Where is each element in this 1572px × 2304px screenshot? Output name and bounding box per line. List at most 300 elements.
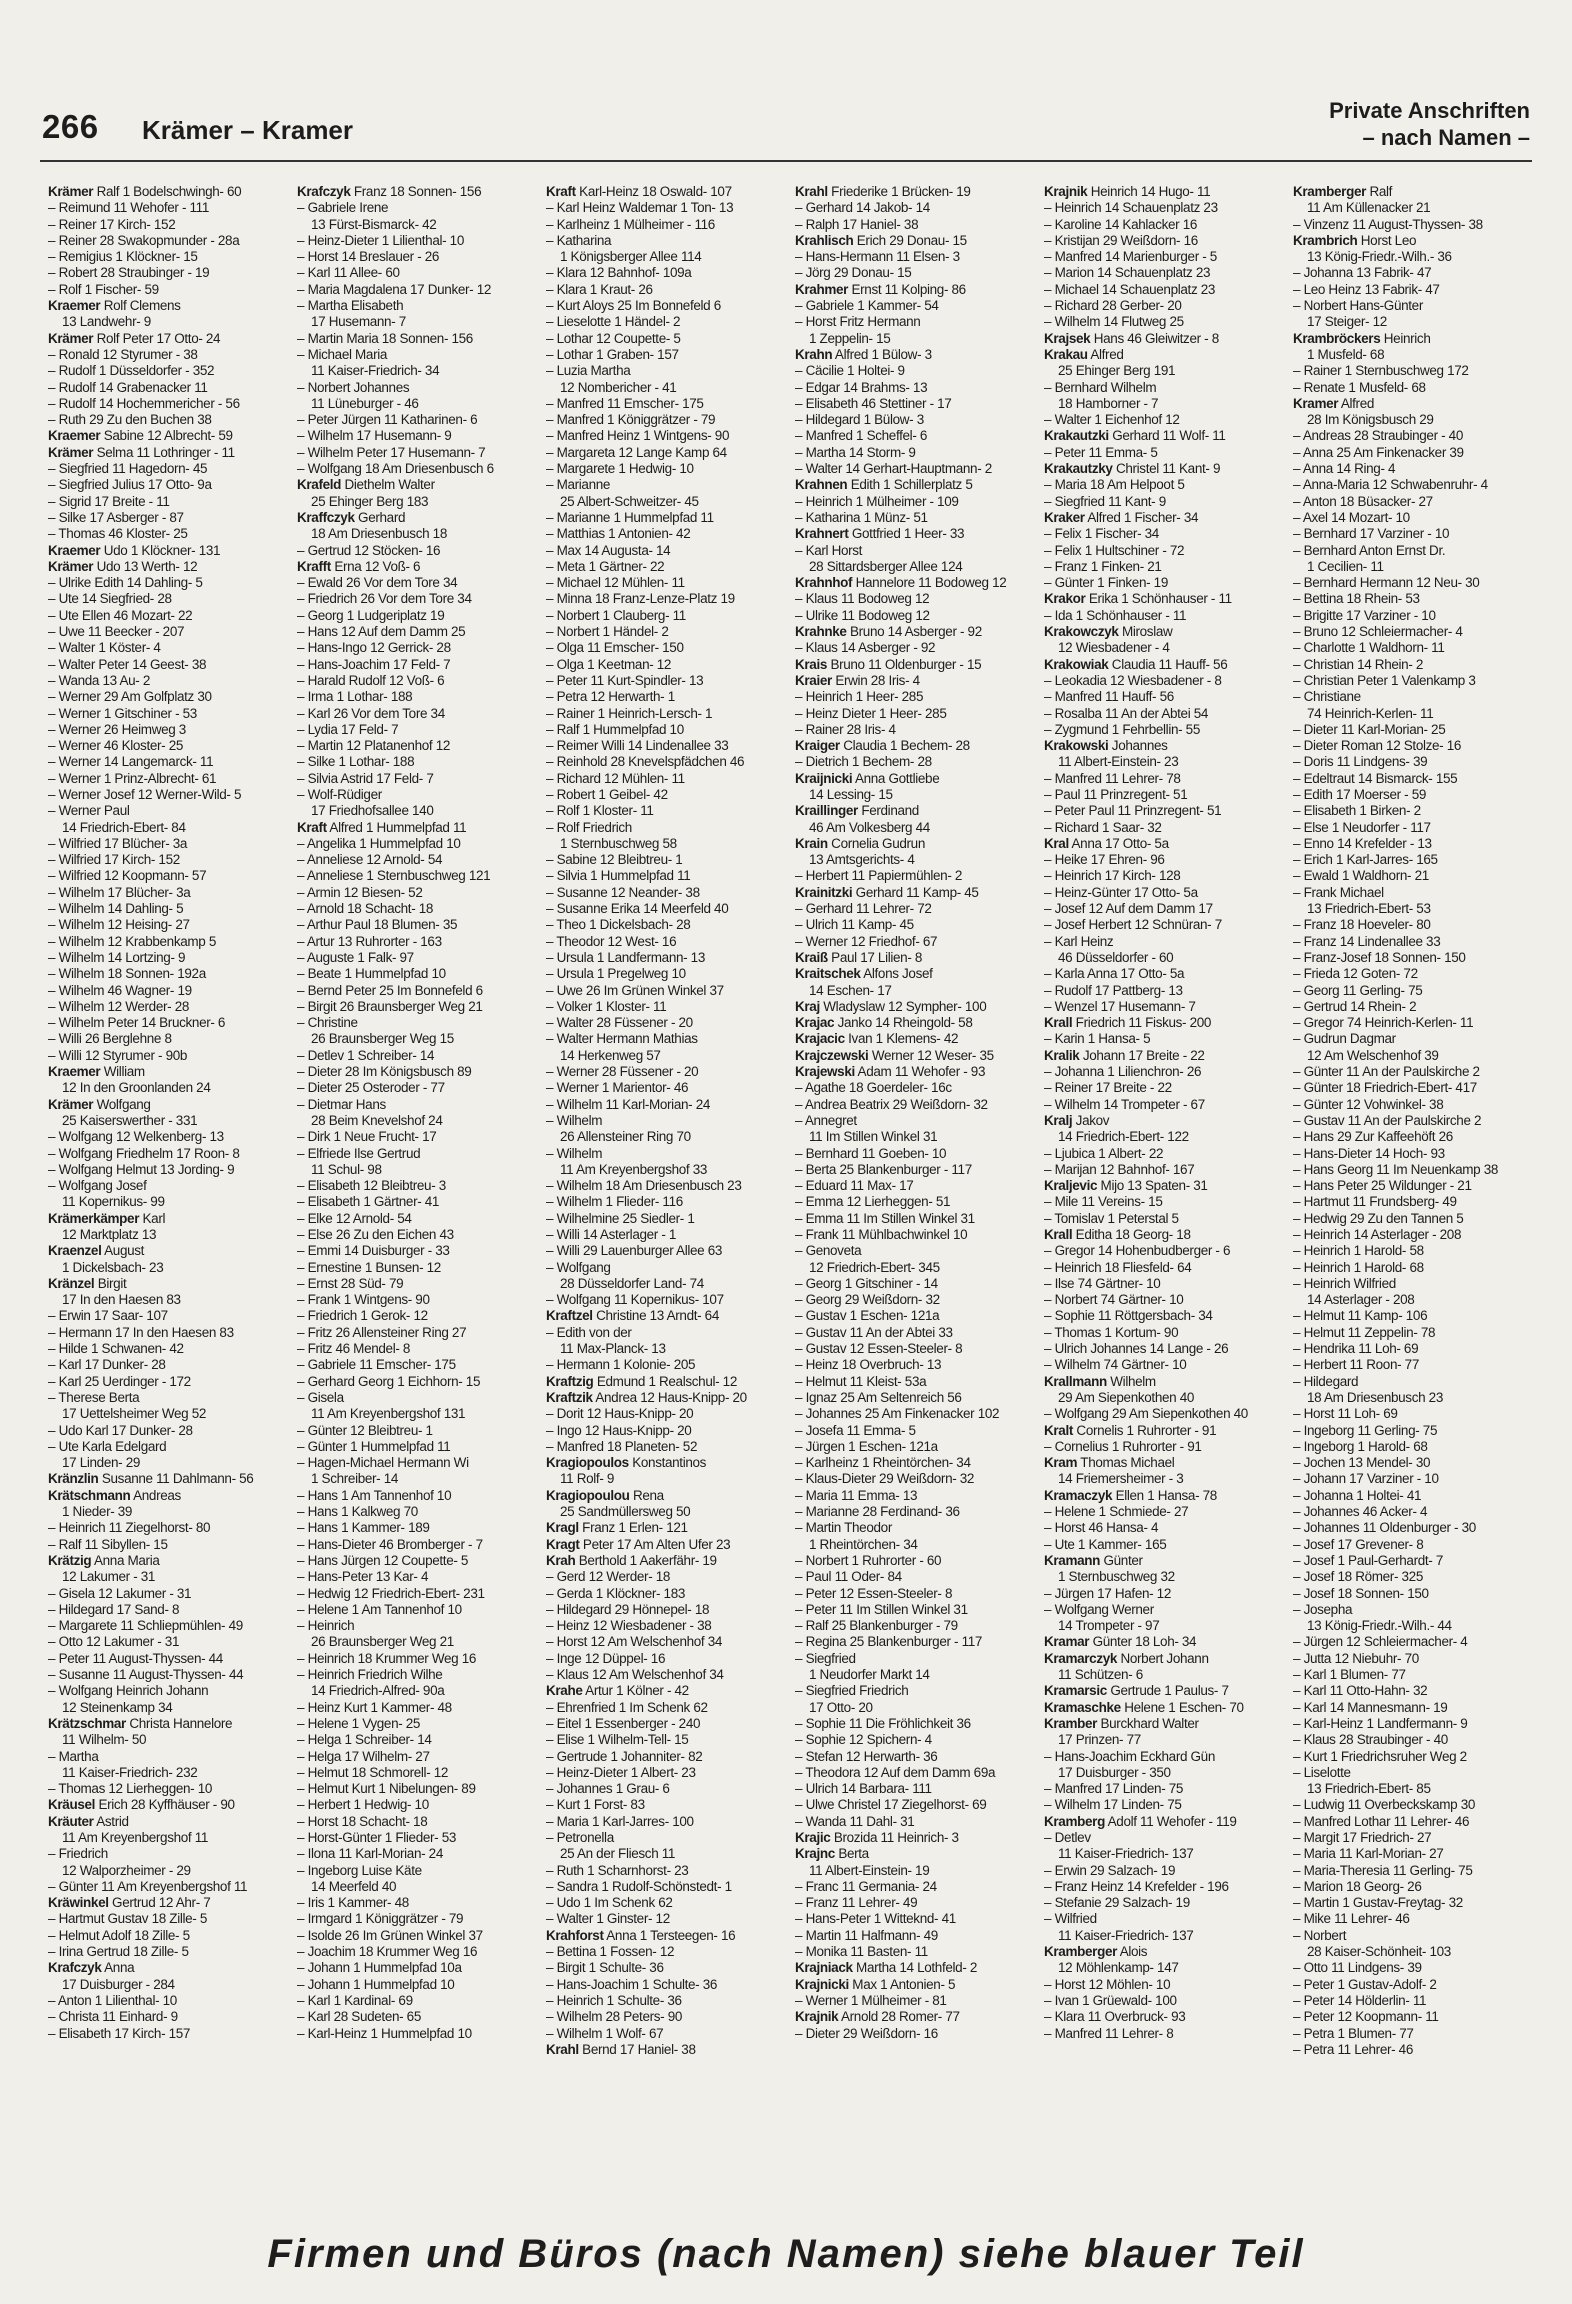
entry-text: 17 Linden- 29 <box>62 1455 141 1471</box>
entry-text: Hans 46 Gleiwitzer - 8 <box>1093 330 1219 346</box>
entry-text: 46 Am Volkesberg 44 <box>809 819 930 835</box>
entry-text: Helmut 11 Kleist- 53a <box>805 1373 927 1389</box>
surname: Krahl <box>795 184 828 199</box>
entry-text: Meta 1 Gärtner- 22 <box>556 558 665 574</box>
entry-text: 28 Düsseldorfer Land- 74 <box>560 1275 704 1291</box>
entry-text: Olga 11 Emscher- 150 <box>556 640 684 656</box>
directory-entry-continuation <box>795 331 1027 347</box>
directory-entry <box>1293 738 1525 754</box>
surname: Krakautzky <box>1044 461 1113 477</box>
entry-text: Werner 1 Marientor- 46 <box>556 1080 689 1096</box>
directory-entry <box>546 1911 778 1927</box>
entry-text: Erwin 29 Salzach- 19 <box>1054 1862 1176 1878</box>
entry-text: Martin Theodor <box>805 1520 892 1536</box>
directory-entry <box>1293 1732 1525 1748</box>
directory-entry <box>546 722 778 738</box>
directory-entry <box>297 608 529 624</box>
directory-entry-head <box>1044 428 1276 444</box>
entry-text: Liselotte <box>1303 1764 1351 1780</box>
entry-text: Marianne <box>556 477 611 493</box>
entry-text: Hans 12 Auf dem Damm 25 <box>307 624 466 640</box>
directory-entry <box>795 1504 1027 1520</box>
directory-entry <box>1293 1634 1525 1650</box>
entry-text: 12 Walporzheimer - 29 <box>62 1862 191 1878</box>
entry-text: Heinz 12 Wiesbadener - 38 <box>556 1618 712 1634</box>
directory-entry <box>1293 445 1525 461</box>
surname: Kraft <box>297 819 327 835</box>
directory-entry <box>48 1308 280 1324</box>
directory-entry-head <box>48 1211 280 1227</box>
directory-entry <box>1293 1243 1525 1259</box>
surname: Kramaschke <box>1044 1699 1121 1715</box>
entry-text: 14 Friedrich-Alfred- 90a <box>311 1683 445 1699</box>
entry-text: Reimund 11 Wehofer - 111 <box>58 200 209 216</box>
directory-entry-head <box>1044 1700 1276 1716</box>
surname: Krajacic <box>795 1031 845 1047</box>
surname: Kramber <box>1044 1715 1098 1731</box>
entry-text: Hans-Dieter 46 Bromberger - 7 <box>307 1536 483 1552</box>
directory-entry <box>48 706 280 722</box>
entry-text: Horst Leo <box>1360 232 1417 248</box>
directory-entry <box>1044 1064 1276 1080</box>
directory-entry-head <box>1044 1178 1276 1194</box>
entry-text: Emmi 14 Duisburger - 33 <box>307 1243 450 1259</box>
directory-entry <box>1044 575 1276 591</box>
surname: Krajnik <box>1044 184 1088 199</box>
entry-text: 12 Steinenkamp 34 <box>62 1699 173 1715</box>
directory-entry-head <box>1044 1015 1276 1031</box>
directory-entry-head <box>795 1960 1027 1976</box>
entry-text: Kurt 1 Friedrichsruher Weg 2 <box>1303 1748 1467 1764</box>
entry-text: Hans 1 Am Tannenhof 10 <box>307 1487 452 1503</box>
directory-entry <box>297 1749 529 1765</box>
entry-text: Reiner 17 Kirch- 152 <box>58 216 176 232</box>
entry-text: Gerhard <box>358 509 406 525</box>
directory-entry-head <box>1044 1048 1276 1064</box>
surname: Krafczyk <box>297 184 351 199</box>
entry-text: Gerhard 11 Lehrer- 72 <box>805 901 932 917</box>
directory-entry <box>1044 1895 1276 1911</box>
directory-entry <box>297 852 529 868</box>
entry-text: Maria 11 Emma- 13 <box>805 1487 918 1503</box>
directory-entry <box>546 1634 778 1650</box>
directory-entry <box>795 591 1027 607</box>
directory-entry-head <box>546 1553 778 1569</box>
directory-entry <box>1044 1537 1276 1553</box>
entry-text: Renate 1 Musfeld- 68 <box>1303 379 1426 395</box>
entry-text: Sophie 11 Die Fröhlichkeit 36 <box>805 1715 971 1731</box>
directory-entry-head <box>48 428 280 444</box>
surname: Kraiß <box>795 949 828 965</box>
entry-text: Martha Elisabeth <box>307 298 404 314</box>
directory-entry <box>1293 1471 1525 1487</box>
surname: Krahnert <box>795 526 849 542</box>
directory-entry <box>1044 1586 1276 1602</box>
entry-text: Rudolf 1 Düsseldorfer - 352 <box>58 363 215 379</box>
directory-entry <box>48 477 280 493</box>
entry-text: 14 Meerfeld 40 <box>311 1878 397 1894</box>
entry-text: Artur 13 Ruhrorter - 163 <box>306 933 442 949</box>
entry-text: Gertrud 12 Ahr- 7 <box>112 1895 211 1911</box>
entry-text: Luzia Martha <box>556 363 631 379</box>
entry-text: Werner 1 Prinz-Albrecht- 61 <box>58 770 217 786</box>
entry-text: Detlev <box>1054 1829 1091 1845</box>
directory-entry <box>795 1993 1027 2009</box>
directory-entry <box>48 885 280 901</box>
entry-text: 1 Cecilien- 11 <box>1307 558 1384 574</box>
entry-text: Silke 17 Asberger - 87 <box>58 509 184 525</box>
directory-entry <box>1044 1602 1276 1618</box>
directory-entry-head <box>48 1276 280 1292</box>
entry-text: Mile 11 Vereins- 15 <box>1054 1194 1163 1210</box>
entry-text: Hagen-Michael Hermann Wi <box>307 1455 469 1471</box>
entry-text: Günter 18 Friedrich-Ebert- 417 <box>1303 1080 1477 1096</box>
directory-column <box>48 184 280 2224</box>
entry-text: Regina 25 Blankenburger - 117 <box>805 1634 983 1650</box>
entry-text: Erika 1 Schönhauser - 11 <box>1088 591 1232 607</box>
entry-text: Heinz-Dieter 1 Lilienthal- 10 <box>307 232 464 248</box>
directory-entry <box>1044 1879 1276 1895</box>
directory-entry-continuation <box>48 1863 280 1879</box>
entry-text: Martin 11 Halfmann- 49 <box>805 1927 938 1943</box>
entry-text: Editha 18 Georg- 18 <box>1075 1227 1191 1242</box>
entry-text: 13 König-Friedr.-Wilh.- 44 <box>1307 1618 1452 1634</box>
directory-entry <box>546 1423 778 1439</box>
entry-text: Heinrich <box>1383 330 1431 346</box>
directory-entry <box>1044 852 1276 868</box>
directory-entry-continuation <box>48 1194 280 1210</box>
directory-entry-continuation <box>546 1276 778 1292</box>
directory-entry-head <box>1044 1455 1276 1471</box>
directory-entry <box>297 885 529 901</box>
directory-entry <box>795 1618 1027 1634</box>
surname: Krahnen <box>795 477 848 493</box>
entry-text: Ute Karla Edelgard <box>58 1438 167 1454</box>
entry-text: Adolf 11 Wehofer - 119 <box>1107 1813 1237 1829</box>
directory-entry <box>297 282 529 298</box>
entry-text: Klara 11 Overbruck- 93 <box>1054 2009 1186 2025</box>
directory-entry <box>795 1569 1027 1585</box>
surname: Kraftzel <box>546 1308 593 1324</box>
directory-entry-head <box>546 1520 778 1536</box>
entry-text: 17 Uettelsheimer Weg 52 <box>62 1406 207 1422</box>
entry-text: Hermann 1 Kolonie- 205 <box>556 1357 696 1373</box>
directory-entry-continuation <box>1044 1732 1276 1748</box>
directory-entry-head <box>48 1064 280 1080</box>
entry-text: Inge 12 Düppel- 16 <box>556 1650 666 1666</box>
section-title-line-2: – nach Namen – <box>1362 125 1530 150</box>
directory-entry <box>1293 1015 1525 1031</box>
directory-entry <box>546 1749 778 1765</box>
entry-text: Helene 1 Vygen- 25 <box>307 1715 421 1731</box>
entry-text: Franz 1 Erlen- 121 <box>582 1520 688 1536</box>
directory-entry <box>297 706 529 722</box>
entry-text: Ralf 11 Sibyllen- 15 <box>58 1536 168 1552</box>
entry-text: 11 Albert-Einstein- 23 <box>1058 754 1179 770</box>
surname: Krahnke <box>795 624 847 640</box>
entry-text: Dieter Roman 12 Stolze- 16 <box>1303 738 1462 754</box>
entry-text: Ute 1 Kammer- 165 <box>1054 1536 1167 1552</box>
entry-text: Emma 11 Im Stillen Winkel 31 <box>805 1210 975 1226</box>
directory-entry <box>546 445 778 461</box>
entry-text: Bruno 12 Schleiermacher- 4 <box>1303 624 1463 640</box>
directory-entry <box>546 934 778 950</box>
entry-text: Peter 11 Emma- 5 <box>1054 444 1158 460</box>
directory-entry <box>795 314 1027 330</box>
entry-text: 13 König-Friedr.-Wilh.- 36 <box>1307 249 1452 265</box>
entry-text: Horst 12 Möhlen- 10 <box>1054 1976 1171 1992</box>
entry-text: Willi 29 Lauenburger Allee 63 <box>556 1243 723 1259</box>
directory-entry <box>546 754 778 770</box>
surname: Kraitschek <box>795 966 861 982</box>
directory-entry <box>546 787 778 803</box>
entry-text: Marion 18 Georg- 26 <box>1303 1878 1422 1894</box>
surname: Kragiopoulou <box>546 1487 630 1503</box>
entry-text: Gerhard 14 Jakob- 14 <box>805 200 930 216</box>
directory-entry <box>48 1520 280 1536</box>
directory-entry <box>546 673 778 689</box>
directory-entry <box>1044 200 1276 216</box>
entry-text: Heinrich 1 Schulte- 36 <box>556 1992 682 2008</box>
surname: Krakor <box>1044 591 1086 607</box>
directory-entry <box>1293 298 1525 314</box>
directory-entry-continuation <box>1044 1569 1276 1585</box>
entry-text: Walter 28 Füssener - 20 <box>556 1015 693 1031</box>
directory-entry <box>1293 2026 1525 2042</box>
directory-entry <box>1293 1064 1525 1080</box>
directory-entry <box>546 200 778 216</box>
directory-entry <box>297 1227 529 1243</box>
directory-entry <box>795 1471 1027 1487</box>
directory-entry <box>1044 722 1276 738</box>
directory-entry <box>297 1178 529 1194</box>
entry-text: Lydia 17 Feld- 7 <box>307 721 399 737</box>
directory-entry <box>297 1618 529 1634</box>
directory-entry <box>297 1944 529 1960</box>
entry-text: August <box>104 1243 145 1259</box>
directory-entry <box>1293 575 1525 591</box>
directory-entry <box>795 1586 1027 1602</box>
directory-entry <box>795 1732 1027 1748</box>
directory-entry <box>297 1243 529 1259</box>
entry-text: Wilhelm Peter 17 Husemann- 7 <box>307 444 486 460</box>
directory-entry <box>546 1781 778 1797</box>
entry-text: Hans-Joachim 17 Feld- 7 <box>307 656 451 672</box>
entry-text: Anna <box>104 1960 135 1976</box>
entry-text: Willi 26 Berglehne 8 <box>58 1031 172 1047</box>
directory-entry <box>1044 2009 1276 2025</box>
directory-entry-continuation <box>795 820 1027 836</box>
directory-entry <box>297 591 529 607</box>
directory-entry-continuation <box>48 820 280 836</box>
surname: Krajnicki <box>795 1976 849 1992</box>
surname: Kraftzik <box>546 1389 593 1405</box>
entry-text: Berta 25 Blankenburger - 117 <box>805 1161 972 1177</box>
directory-entry <box>795 1097 1027 1113</box>
entry-text: Karl 17 Dunker- 28 <box>58 1357 166 1373</box>
entry-text: Jutta 12 Niebuhr- 70 <box>1303 1650 1419 1666</box>
entry-text: Thomas Michael <box>1080 1455 1175 1471</box>
surname: Kramarczyk <box>1044 1650 1118 1666</box>
directory-entry <box>1044 966 1276 982</box>
entry-text: Ralf 1 Hummelpfad 10 <box>556 721 684 737</box>
entry-text: Wilhelm Peter 14 Bruckner- 6 <box>58 1015 226 1031</box>
directory-entry <box>546 461 778 477</box>
directory-entry <box>1044 559 1276 575</box>
directory-entry <box>546 591 778 607</box>
entry-text: Klaus 14 Asberger - 92 <box>805 640 936 656</box>
directory-entry <box>1293 265 1525 281</box>
entry-text: 28 Sittardsberger Allee 124 <box>809 558 963 574</box>
entry-text: Katharina 1 Münz- 51 <box>805 509 928 525</box>
entry-text: Friedrich <box>58 1846 108 1862</box>
entry-text: Alfred 1 Fischer- 34 <box>1087 509 1199 525</box>
entry-text: Ewald 26 Vor dem Tore 34 <box>307 575 458 591</box>
entry-text: Wolfgang 29 Am Siepenkothen 40 <box>1054 1406 1248 1422</box>
header-rule <box>40 160 1532 162</box>
entry-text: Remigius 1 Klöckner- 15 <box>58 249 198 265</box>
entry-text: Karl-Heinz 1 Hummelpfad 10 <box>307 2025 472 2041</box>
surname: Kraiger <box>795 738 840 754</box>
entry-text: Manfred 11 Lehrer- 78 <box>1054 770 1181 786</box>
directory-entry <box>795 1162 1027 1178</box>
directory-entry-head <box>1044 347 1276 363</box>
entry-text: Wilhelm 18 Sonnen- 192a <box>58 966 206 982</box>
directory-entry <box>297 950 529 966</box>
entry-text: Dorit 12 Haus-Knipp- 20 <box>556 1406 694 1422</box>
entry-text: Walter 1 Eichenhof 12 <box>1054 412 1180 428</box>
directory-entry <box>297 265 529 281</box>
entry-text: Bernhard 11 Goeben- 10 <box>805 1145 947 1161</box>
entry-text: 25 Kaiserswerther - 331 <box>62 1112 198 1128</box>
directory-entry <box>1293 1031 1525 1047</box>
entry-text: Angelika 1 Hummelpfad 10 <box>306 835 461 851</box>
directory-entry <box>546 1357 778 1373</box>
entry-text: 17 In den Haesen 83 <box>62 1292 181 1308</box>
entry-text: 1 Dickelsbach- 23 <box>62 1259 164 1275</box>
entry-text: Ingo 12 Haus-Knipp- 20 <box>556 1422 692 1438</box>
directory-entry <box>546 428 778 444</box>
directory-entry <box>1044 1211 1276 1227</box>
entry-text: Helene 1 Am Tannenhof 10 <box>307 1601 462 1617</box>
entry-text: Hans-Ingo 12 Gerrick- 28 <box>307 640 451 656</box>
entry-text: Birgit 26 Braunsberger Weg 21 <box>307 998 483 1014</box>
entry-text: Wilhelm 17 Linden- 75 <box>1054 1797 1182 1813</box>
directory-entry <box>48 803 280 819</box>
surname: Kränzlin <box>48 1471 99 1487</box>
surname: Krallmann <box>1044 1373 1107 1389</box>
entry-text: Karin 1 Hansa- 5 <box>1054 1031 1151 1047</box>
directory-entry <box>297 1586 529 1602</box>
directory-entry <box>48 217 280 233</box>
surname: Kräusel <box>48 1797 96 1813</box>
directory-entry <box>1044 526 1276 542</box>
directory-entry <box>1293 1667 1525 1683</box>
section-title <box>1329 97 1530 151</box>
entry-text: 25 Ehinger Berg 183 <box>311 493 429 509</box>
entry-text: Anna 14 Ring- 4 <box>1302 461 1396 477</box>
entry-text: Walter Hermann Mathias <box>556 1031 698 1047</box>
directory-entry <box>1044 771 1276 787</box>
entry-text: William <box>103 1064 145 1080</box>
entry-text: Arthur Paul 18 Blumen- 35 <box>306 917 458 933</box>
directory-entry-head <box>795 233 1027 249</box>
entry-text: Bruno 11 Oldenburger - 15 <box>830 656 982 672</box>
directory-entry <box>1044 1520 1276 1536</box>
directory-entry <box>48 689 280 705</box>
entry-text: 14 Friemersheimer - 3 <box>1058 1471 1184 1487</box>
entry-text: Max 1 Antonien- 5 <box>852 1976 956 1992</box>
directory-entry <box>795 1194 1027 1210</box>
directory-entry-head <box>795 1064 1027 1080</box>
entry-text: Christiane <box>1303 689 1361 705</box>
directory-entry <box>795 1879 1027 1895</box>
surname: Kragiopoulos <box>546 1455 629 1471</box>
directory-entry-continuation <box>297 1879 529 1895</box>
directory-entry <box>297 1211 529 1227</box>
entry-text: Maria-Theresia 11 Gerling- 75 <box>1303 1862 1473 1878</box>
entry-text: Brigitte 17 Varziner - 10 <box>1303 607 1436 623</box>
directory-entry <box>297 1651 529 1667</box>
entry-text: Eduard 11 Max- 17 <box>805 1178 914 1194</box>
entry-text: Wolfgang <box>96 1096 151 1112</box>
directory-entry-head <box>48 543 280 559</box>
entry-text: Gerda 1 Klöckner- 183 <box>556 1585 686 1601</box>
directory-entry <box>48 673 280 689</box>
directory-entry <box>546 608 778 624</box>
entry-text: Berta <box>838 1846 869 1862</box>
directory-entry-head <box>48 184 280 200</box>
entry-text: Ilona 11 Karl-Morian- 24 <box>307 1846 443 1862</box>
entry-text: Wilhelm 14 Flutweg 25 <box>1054 314 1184 330</box>
directory-entry <box>1044 1863 1276 1879</box>
directory-entry <box>1293 1830 1525 1846</box>
directory-entry <box>1293 1863 1525 1879</box>
directory-entry <box>546 689 778 705</box>
directory-entry <box>546 265 778 281</box>
entry-text: Friederike 1 Brücken- 19 <box>831 184 971 199</box>
directory-entry <box>297 1325 529 1341</box>
entry-text: Günter 11 An der Paulskirche 2 <box>1303 1064 1480 1080</box>
entry-text: Edith 17 Moerser - 59 <box>1303 786 1427 802</box>
entry-text: Arnold 18 Schacht- 18 <box>306 901 434 917</box>
entry-text: Peter 11 Kurt-Spindler- 13 <box>556 672 704 688</box>
entry-text: Heinz Kurt 1 Kammer- 48 <box>307 1699 452 1715</box>
surname: Krajewski <box>795 1064 855 1080</box>
entry-text: Anna Maria <box>93 1552 160 1568</box>
directory-entry-continuation <box>297 1406 529 1422</box>
entry-text: Zygmund 1 Fehrbellin- 55 <box>1054 721 1200 737</box>
directory-entry <box>297 624 529 640</box>
directory-entry <box>297 1797 529 1813</box>
directory-entry-continuation <box>1044 1960 1276 1976</box>
entry-text: Enno 14 Krefelder - 13 <box>1303 835 1432 851</box>
surname: Krain <box>795 835 828 851</box>
directory-entry <box>48 1423 280 1439</box>
entry-text: Karl 28 Sudeten- 65 <box>307 2009 421 2025</box>
directory-entry-head <box>1044 624 1276 640</box>
entry-text: Wanda 13 Au- 2 <box>58 672 150 688</box>
entry-text: Gustav 11 An der Paulskirche 2 <box>1303 1112 1482 1128</box>
directory-entry <box>297 200 529 216</box>
entry-text: Hildegard <box>1303 1373 1359 1389</box>
entry-text: Felix 1 Fischer- 34 <box>1054 526 1159 542</box>
directory-entry <box>546 314 778 330</box>
directory-entry-head <box>48 331 280 347</box>
directory-entry <box>48 608 280 624</box>
directory-entry <box>1293 1911 1525 1927</box>
entry-text: Karl 25 Uerdinger - 172 <box>58 1373 191 1389</box>
